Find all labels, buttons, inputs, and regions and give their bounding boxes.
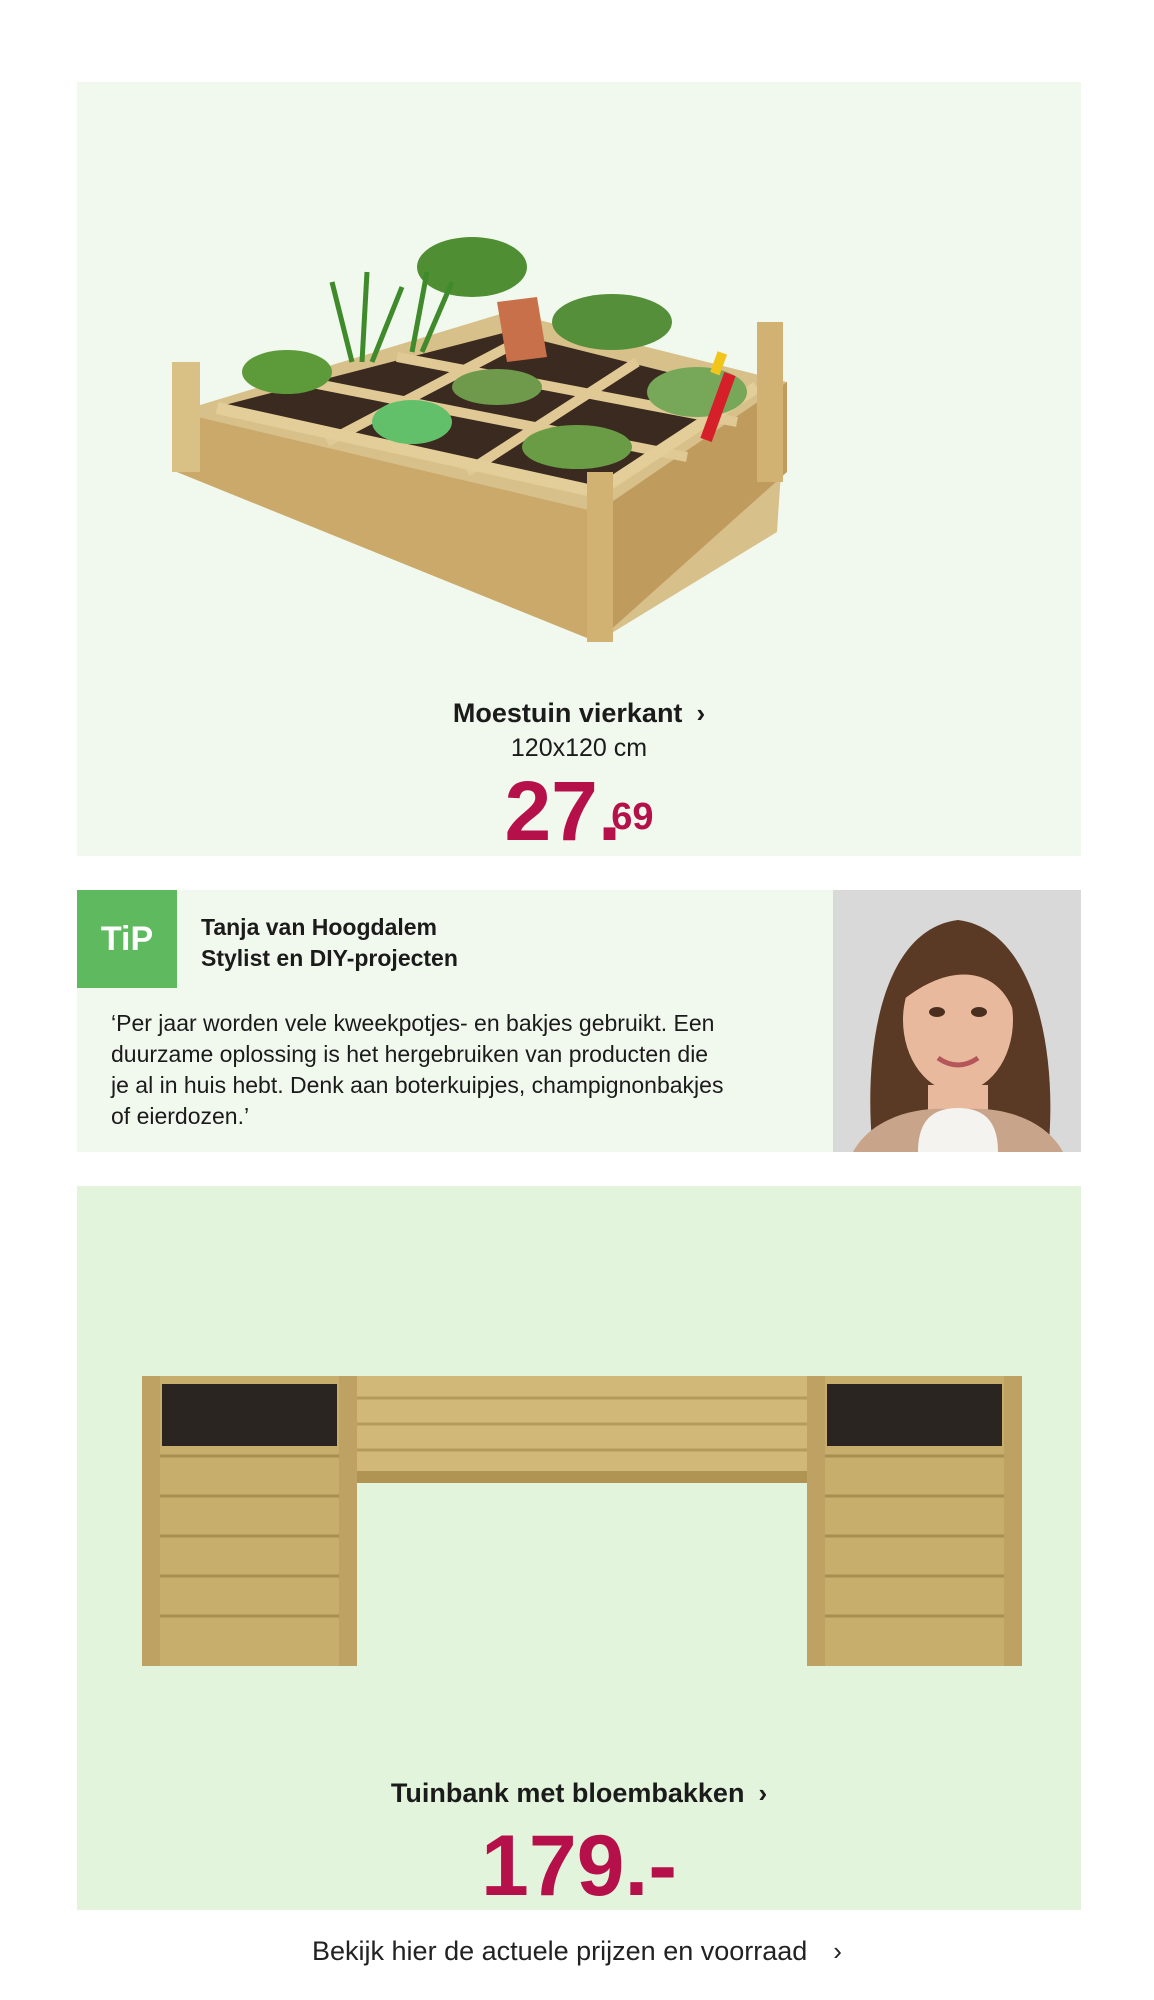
- tip-quote-line: of eierdozen.’: [111, 1103, 250, 1129]
- tip-quote-line: duurzame oplossing is het hergebruiken van producten die: [111, 1041, 709, 1067]
- product-title[interactable]: Tuinbank met bloembakken: [390, 1778, 745, 1808]
- product-title[interactable]: Moestuin vierkant: [452, 698, 683, 728]
- product-price: [77, 764, 1081, 858]
- tip-quote-line: ‘Per jaar worden vele kweekpotjes- en bakjes gebruikt. Een: [111, 1010, 715, 1036]
- stock-prices-link-text[interactable]: Bekijk hier de actuele prijzen en voorraad: [312, 1936, 808, 1966]
- stock-prices-link[interactable]: [0, 1936, 1154, 1967]
- tip-block: [77, 890, 1081, 1152]
- product-card-moestuin[interactable]: [77, 82, 1081, 856]
- tip-quote-line: je al in huis hebt. Denk aan boterkuipjes, champignonbakjes: [111, 1072, 724, 1098]
- product-size: 120x120 cm: [510, 734, 648, 762]
- tip-badge: TiP: [77, 890, 177, 988]
- chevron-right-icon[interactable]: ›: [833, 1936, 842, 1966]
- product-card-tuinbank[interactable]: [77, 1186, 1081, 1914]
- tip-author-name: Tanja van Hoogdalem: [201, 914, 438, 940]
- tip-author-role: Stylist en DIY-projecten: [201, 945, 458, 971]
- price-decimals: 69: [611, 796, 654, 838]
- tip-quote: [111, 1008, 791, 1132]
- product-image-moestuin[interactable]: [167, 172, 967, 642]
- product-price: 179.-: [480, 1818, 678, 1914]
- chevron-right-icon[interactable]: ›: [758, 1778, 768, 1808]
- product-title-row[interactable]: [77, 1778, 1081, 1809]
- tip-author: [201, 912, 458, 974]
- product-image-tuinbank[interactable]: [142, 1376, 1022, 1666]
- price-main: 27.: [504, 764, 622, 858]
- chevron-right-icon[interactable]: ›: [696, 698, 706, 728]
- author-photo: [833, 890, 1081, 1152]
- product-title-row[interactable]: [77, 698, 1081, 729]
